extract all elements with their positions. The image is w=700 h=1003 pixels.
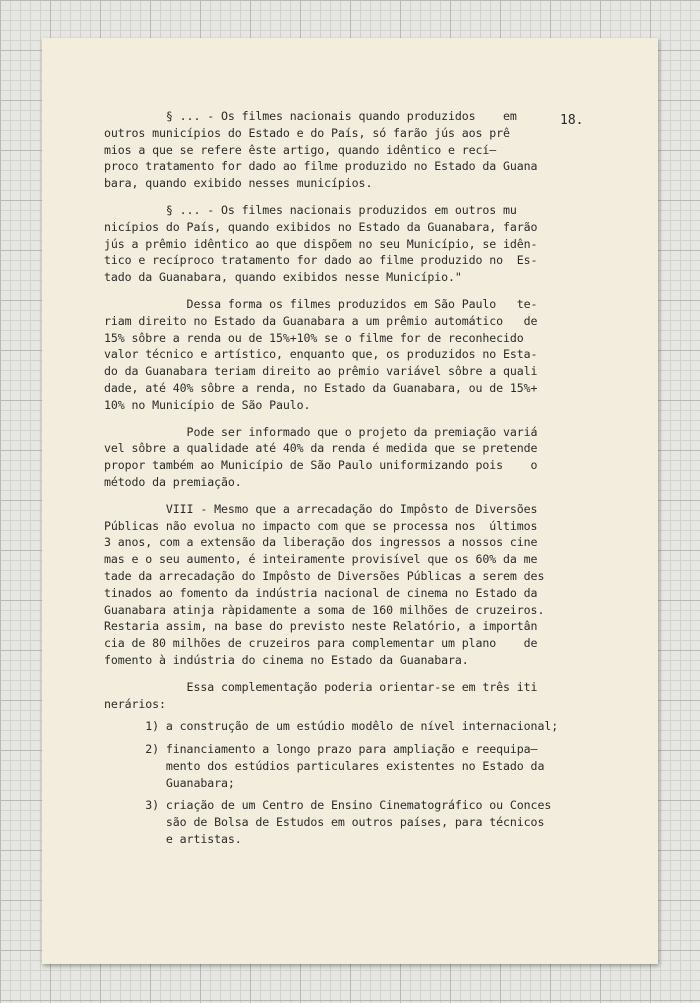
paragraph (104, 679, 586, 713)
text-line: 15% sôbre a renda ou de 15%+10% se o filme for de reconhecido (104, 330, 524, 345)
text-line: tado da Guanabara, quando exibidos nesse Município." (104, 270, 462, 285)
text-line: riam direito no Estado da Guanabara a um prêmio automático de (104, 313, 538, 328)
text-line: tade da arrecadação do Impôsto de Diversões Públicas a serem des (104, 568, 545, 583)
text-line: proco tratamento for dado ao filme produzido no Estado da Guana (104, 159, 538, 174)
text-line: fomento à indústria do cinema no Estado da Guanabara. (104, 652, 469, 667)
text-line: Guanabara; (104, 775, 235, 790)
page-number: 18. (560, 113, 584, 128)
text-line: do da Guanabara teriam direito ao prêmio variável sôbre a quali (104, 364, 538, 379)
text-line: vel sôbre a qualidade até 40% da renda é medida que se pretende (104, 441, 538, 456)
text-line: são de Bolsa de Estudos em outros países, para técnicos (104, 815, 545, 830)
text-line: 2) financiamento a longo prazo para ampliação e reequipa— (104, 742, 538, 757)
text-line: cia de 80 milhões de cruzeiros para complementar um plano de (104, 636, 538, 651)
text-line: valor técnico e artístico, enquanto que, os produzidos no Esta- (104, 347, 538, 362)
text-line: método da premiação. (104, 474, 242, 489)
text-line: § ... - Os filmes nacionais produzidos em outros mu (104, 202, 517, 217)
text-line: tico e recíproco tratamento for dado ao filme produzido no Es- (104, 253, 538, 268)
text-line: nicípios do País, quando exibidos no Estado da Guanabara, farão (104, 219, 538, 234)
text-line: Dessa forma os filmes produzidos em São Paulo te- (104, 296, 538, 311)
text-line: 3) criação de um Centro de Ensino Cinematográfico ou Conces (104, 798, 552, 813)
text-line: Essa complementação poderia orientar-se em três iti (104, 679, 538, 694)
text-line: mento dos estúdios particulares existentes no Estado da (104, 758, 545, 773)
text-line: e artistas. (104, 832, 242, 847)
paragraph (104, 296, 586, 414)
text-line: 3 anos, com a extensão da liberação dos ingressos a nossos cine (104, 535, 538, 550)
text-line: 1) a construção de um estúdio modêlo de nível internacional; (104, 719, 559, 734)
text-line: propor também ao Município de São Paulo uniformizando pois o (104, 458, 538, 473)
text-line: Pode ser informado que o projeto da premiação variá (104, 424, 538, 439)
list-item (104, 741, 586, 791)
text-line: tinados ao fomento da indústria nacional de cinema no Estado da (104, 585, 538, 600)
paragraph (104, 202, 586, 286)
text-line: Guanabara atinja ràpidamente a soma de 160 milhões de cruzeiros. (104, 602, 545, 617)
text-line: VIII - Mesmo que a arrecadação do Impôsto de Diversões (104, 501, 538, 516)
paragraph (104, 501, 586, 669)
text-line: 10% no Município de São Paulo. (104, 397, 311, 412)
text-line: Restaria assim, na base do previsto neste Relatório, a importân (104, 619, 538, 634)
text-line: dade, até 40% sôbre a renda, no Estado da Guanabara, ou de 15%+ (104, 380, 538, 395)
text-line: mios a que se refere êste artigo, quando idêntico e recí— (104, 142, 497, 157)
text-line: § ... - Os filmes nacionais quando produzidos em (104, 109, 517, 123)
typed-body (104, 108, 586, 848)
text-line: bara, quando exibido nesses municípios. (104, 176, 373, 191)
text-line: outros municípios do Estado e do País, só farão jús aos prê (104, 125, 510, 140)
text-line: jús a prêmio idêntico ao que dispõem no seu Município, se idên- (104, 236, 538, 251)
list-item (104, 718, 586, 735)
text-line: Públicas não evolua no impacto com que se processa nos últimos (104, 518, 538, 533)
text-line: mas e o seu aumento, é inteiramente provisível que os 60% da me (104, 552, 538, 567)
paragraph (104, 424, 586, 491)
list-item (104, 797, 586, 847)
paragraph (104, 108, 586, 192)
text-line: nerários: (104, 696, 166, 711)
